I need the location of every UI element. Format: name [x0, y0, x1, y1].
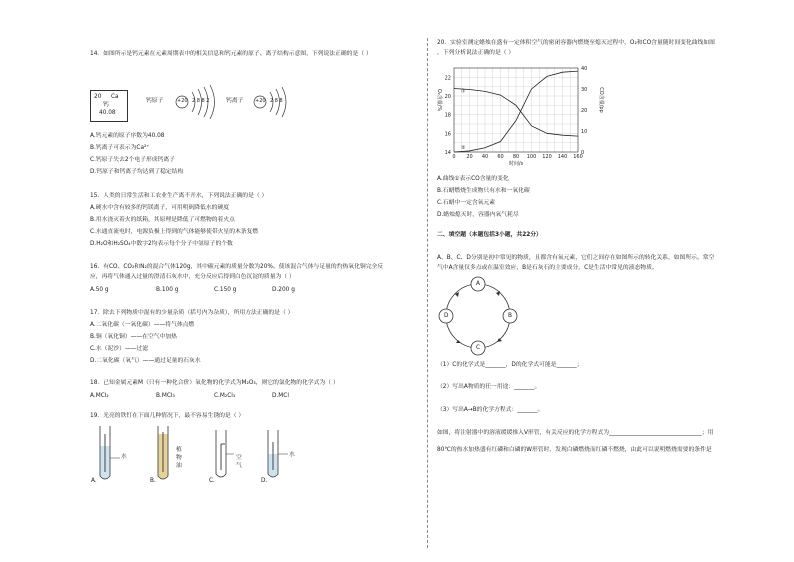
q15-stem: 15．人类的日常生活和工农业生产离不开水，下列说法正确的是（ ）: [90, 193, 268, 199]
q17-stem: 17．除去下列物质中混有的少量杂质（括号内为杂质），所用方法正确的是（ ）: [90, 310, 294, 316]
y-left-tick-label: 18: [444, 112, 451, 119]
q19-option-c: C.: [209, 478, 215, 484]
y-right-tick-label: 0: [581, 150, 585, 156]
q16-stem: 16．有CO、CO₂和N₂的混合气体120g，其中碳元素的质量分数为20%。使该混合气体与足量的灼热氧化铜完全反: [90, 264, 384, 270]
marker-2: ②: [461, 144, 466, 151]
q15-option-c: C.水通直流电时，电源负极上得到的气体能够使带火星的木条复燃: [90, 229, 259, 235]
atom-shells: 2 8 8 2: [192, 98, 210, 104]
q16-option-d: D.200 g: [272, 287, 295, 293]
node-a-label: A: [476, 281, 480, 287]
o2-co-chart: [430, 60, 610, 170]
q16-option-b: B.100 g: [156, 287, 179, 293]
y-left-tick-label: 20: [444, 94, 451, 100]
q20-stem-2: ，下列分析说法正确的是（ ）: [437, 50, 515, 56]
y-left-tick-label: 16: [444, 131, 451, 138]
node-c-label: C: [476, 345, 481, 351]
y-right-tick-label: 20: [581, 108, 588, 114]
q16-option-a: A.50 g: [90, 287, 109, 293]
q15-option-b: B.用水浇灭着火的纸箱，其原理是降低了可燃物的着火点: [90, 217, 235, 223]
q15-option-a: A.硬水中含有较多的钙镁离子，可用明矾降低水的硬度: [90, 205, 230, 211]
y-right-axis-label: CO含量/pp: [598, 87, 604, 113]
atomic-mass: 40.08: [99, 110, 116, 116]
q16-option-c: C.150 g: [214, 287, 237, 293]
atom-nucleus: +20: [177, 98, 188, 104]
tube-d-label: 水: [289, 452, 295, 458]
element-name: 钙: [103, 102, 109, 108]
section-heading: 二、填空题（本题包括3小题，共22分）: [437, 232, 542, 238]
q20-option-b: B.石蜡燃烧生成物只有水和一氧化碳: [437, 188, 530, 194]
x-tick-label: 20: [466, 154, 473, 160]
y-right-tick-label: 10: [581, 129, 588, 135]
ion-shells: 2 8 8: [270, 98, 283, 104]
q14-option-b: B.钙离子可表示为Ca²⁺: [90, 145, 150, 151]
y-right-tick-label: 30: [581, 87, 588, 93]
x-tick-label: 40: [481, 154, 489, 160]
q18-option-c: C.M₂Cl₃: [214, 393, 236, 399]
q17-option-d: D.二氧化碳（氧气）——通过足量的石灰水: [90, 358, 201, 364]
y-left-tick-label: 14: [444, 150, 451, 156]
q19-option-b: B.: [150, 478, 156, 484]
tube-c: [216, 430, 234, 477]
x-tick-label: 60: [497, 154, 504, 160]
tube-c-label: 空气: [236, 455, 242, 469]
node-b-label: B: [508, 313, 512, 319]
tube-b: [158, 426, 168, 479]
q21-intro: A、B、C、D分别是初中常见的物质，且都含有氧元素，它们之间存在如图所示的转化关系，如图所示。常空: [437, 255, 715, 261]
x-tick-label: 160: [573, 154, 583, 160]
q20-option-a: A.曲线①表示CO含量的变化: [437, 176, 509, 182]
q20-stem: 20．实验室测定蜡烛在盛有一定体积空气的密闭容器内燃烧至熄灭过程中，O₂和CO含量随时间变化曲线如图: [437, 40, 715, 46]
q21-part-1: （1）C的化学式是_______，D的化学式可能是_______；: [437, 362, 583, 368]
y-left-axis-label: O₂含量/%: [436, 88, 442, 112]
tube-b-label: 植物油: [176, 447, 182, 469]
q20-option-d: D.蜡烛熄灭时，容器内氧气耗尽: [437, 212, 519, 218]
q19-option-d: D.: [261, 478, 268, 484]
q18-option-b: B.MCl₃: [156, 393, 175, 399]
node-d-label: D: [444, 313, 449, 319]
q19-stem: 19．光亮的铁钉在下面几种情况下，最不容易生锈的是（ ）: [90, 413, 245, 419]
q17-option-a: A.二氧化碳（一氧化碳）——将气体点燃: [90, 322, 195, 328]
element-symbol: Ca: [111, 94, 119, 100]
tube-d: [268, 430, 288, 477]
q18-option-d: D.MCl: [272, 393, 289, 399]
q14-option-c: C.钙原子失去2个电子形成钙离子: [90, 157, 175, 163]
q17-option-c: C.水（泥沙）——过滤: [90, 346, 149, 352]
q21-part-2: （2）写出A物质的任一用途：_______。: [437, 384, 541, 390]
tube-a-label: 水: [121, 454, 127, 460]
x-axis-label: 时间/s: [508, 161, 524, 167]
q21-intro-2: 气中A含量仅多点或在温室效应，B是石灰石的主要成分，C是生活中常见的液态物质。: [437, 265, 658, 271]
tube-a: [100, 426, 120, 479]
q22-line-2: 80℃的热水加热盛有红磷和白磷的W形管时，发现白磷燃烧而红磷不燃烧，由此可以说明燃烧需要的条件是: [437, 447, 712, 453]
x-tick-label: 80: [512, 154, 520, 160]
element-cell: [90, 90, 128, 122]
q14-option-d: D.钙原子和钙离子均达到了稳定结构: [90, 169, 184, 175]
q14-option-a: A.钙元素的原子序数为40.08: [90, 133, 165, 139]
x-tick-label: 100: [526, 154, 537, 160]
ion-nucleus: +20: [255, 98, 266, 104]
q20-option-c: C.石蜡中一定含氧元素: [437, 200, 496, 206]
atom-label: 钙原子: [146, 98, 164, 104]
q22-line-1: 如图，将注射器中的溶液缓缓推入V形管，有关反应的化学方程式为________________________________；用: [437, 430, 714, 436]
q19-option-a: A.: [91, 478, 97, 484]
q15-option-d: D.H₂O和H₂SO₄中数字2均表示每个分子中氢原子的个数: [90, 241, 233, 247]
x-tick-label: 0: [452, 154, 456, 160]
y-left-tick-label: 22: [444, 75, 451, 82]
ion-label: 钙离子: [226, 98, 244, 104]
x-tick-label: 120: [542, 154, 552, 160]
q14-stem: 14．如图所示是钙元素在元素周期表中的相关信息和钙元素的原子、离子结构示意图，下列说法正确的是（ ）: [90, 51, 372, 57]
q16-stem-2: 应，再将气体通入过量的澄清石灰水中，充分反应后得到白色沉淀的质量为（ ）: [90, 274, 295, 280]
atomic-number: 20: [94, 94, 102, 100]
q17-option-b: B.铜（氧化铜）——在空气中加热: [90, 334, 177, 340]
q18-option-a: A.MCl₂: [90, 393, 109, 399]
marker-1: ①: [461, 88, 466, 95]
q18-stem: 18．已知金属元素M（只有一种化合价）氧化物的化学式为M₂O₃，则它的氯化物的化学式为（ ）: [90, 380, 339, 386]
y-right-tick-label: 40: [581, 66, 588, 72]
q21-part-3: （3）写出A→B的化学方程式：_______。: [437, 407, 544, 413]
column-divider: [427, 38, 428, 548]
x-tick-label: 140: [557, 154, 568, 160]
